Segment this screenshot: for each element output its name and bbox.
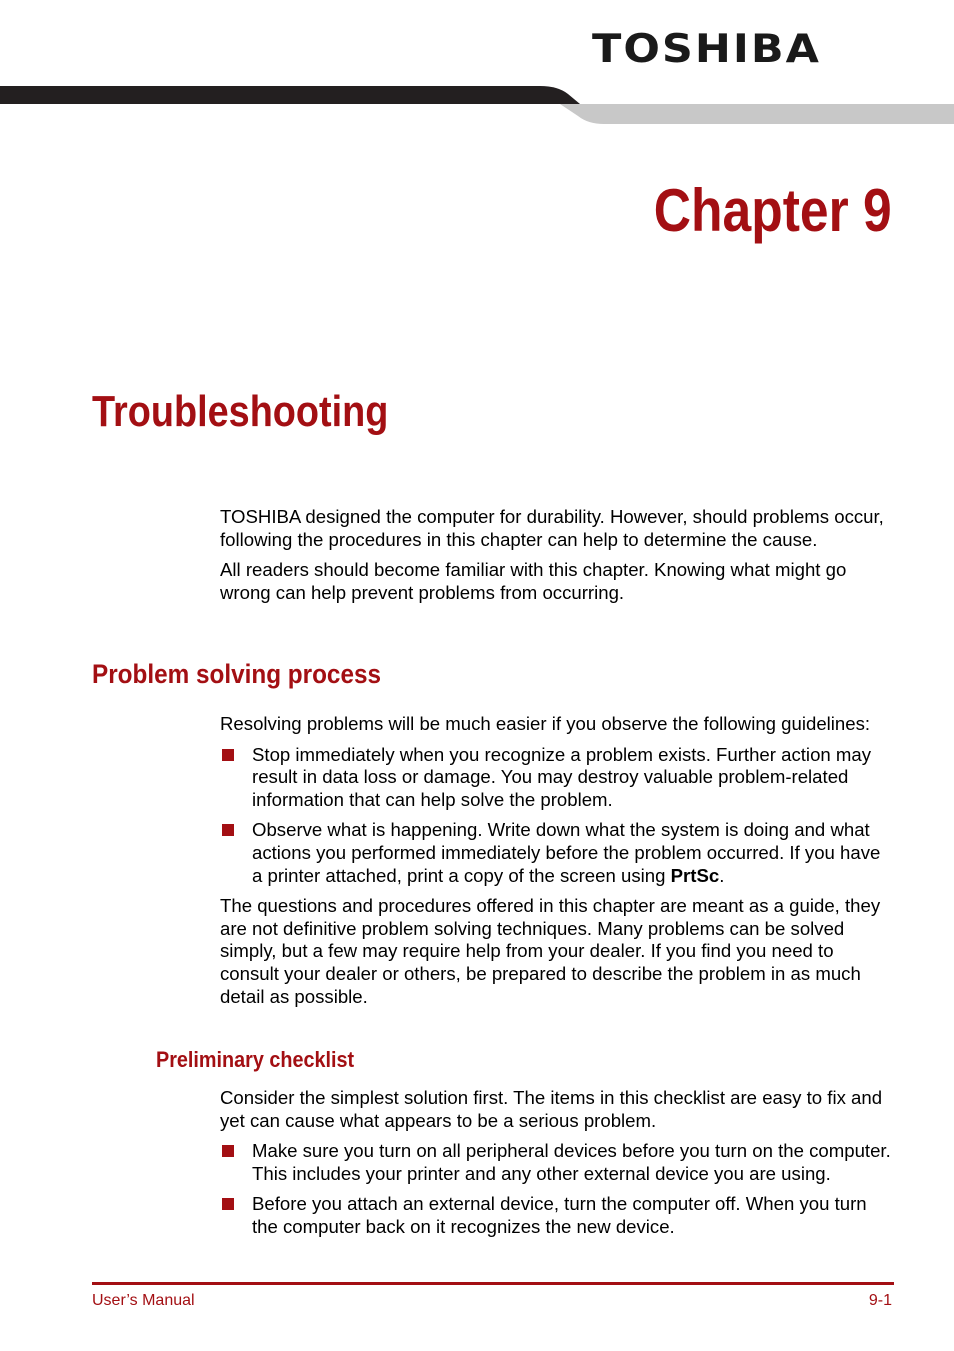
bullet-square-icon — [222, 1145, 234, 1157]
chapter-title: Chapter 9 — [653, 177, 892, 244]
header-bar-dark — [0, 86, 580, 104]
problem-solving-list — [220, 744, 895, 888]
list-item — [220, 1140, 895, 1185]
problem-solving-lead: Resolving problems will be much easier if you observe the following guidelines: — [220, 713, 871, 734]
prtsc-key-label: PrtSc — [670, 864, 720, 886]
checklist-list — [220, 1140, 895, 1238]
footer-divider — [92, 1282, 894, 1285]
problem-solving-closing: The questions and procedures offered in this chapter are meant as a guide, they are not definitive problem solving techniques. Many problems can be solved simply, but a few may require help from your dealer. If you find you need to consult your dealer or others, be prepared to describe the problem in as much detail as possible. — [220, 895, 881, 1007]
list-item-text: Before you attach an external device, turn the computer off. When you turn the computer back on it recognizes the new device. — [252, 1193, 867, 1237]
bullet-square-icon — [222, 749, 234, 761]
checklist-lead: Consider the simplest solution first. The items in this checklist are easy to fix and yet can cause what appears to be a serious problem. — [220, 1087, 883, 1131]
toshiba-logo: TOSHIBA — [592, 26, 821, 73]
header-bars — [0, 80, 954, 130]
problem-solving-block — [220, 713, 895, 1016]
list-item-text: Make sure you turn on all peripheral devices before you turn on the computer. This includes your printer and any other external device you are using. — [252, 1140, 891, 1184]
list-item — [220, 1193, 895, 1238]
problem-solving-heading: Problem solving process — [92, 659, 381, 689]
footer-manual-label: User’s Manual — [92, 1292, 195, 1309]
list-item-text-end: . — [719, 864, 725, 886]
intro-block — [220, 506, 895, 612]
footer-page-number: 9-1 — [868, 1292, 892, 1309]
list-item-text: Stop immediately when you recognize a problem exists. Further action may result in data loss or damage. You may destroy valuable problem-related information that can help solve the problem. — [252, 743, 872, 810]
list-item — [220, 819, 895, 887]
header-bar-light — [560, 104, 954, 124]
intro-paragraph: TOSHIBA designed the computer for durability. However, should problems occur, following the procedures in this chapter can help to determine the cause. — [220, 506, 884, 550]
bullet-square-icon — [222, 824, 234, 836]
list-item — [220, 744, 895, 812]
checklist-block — [220, 1087, 895, 1247]
section-title: Troubleshooting — [92, 387, 389, 436]
preliminary-checklist-heading: Preliminary checklist — [156, 1047, 355, 1072]
list-item-text: Observe what is happening. Write down what the system is doing and what actions you performed immediately before the problem occurred. If you have a printer attached, print a copy of the screen using — [252, 819, 881, 886]
intro-paragraph: All readers should become familiar with this chapter. Knowing what might go wrong can help prevent problems from occurring. — [220, 559, 847, 603]
bullet-square-icon — [222, 1198, 234, 1210]
